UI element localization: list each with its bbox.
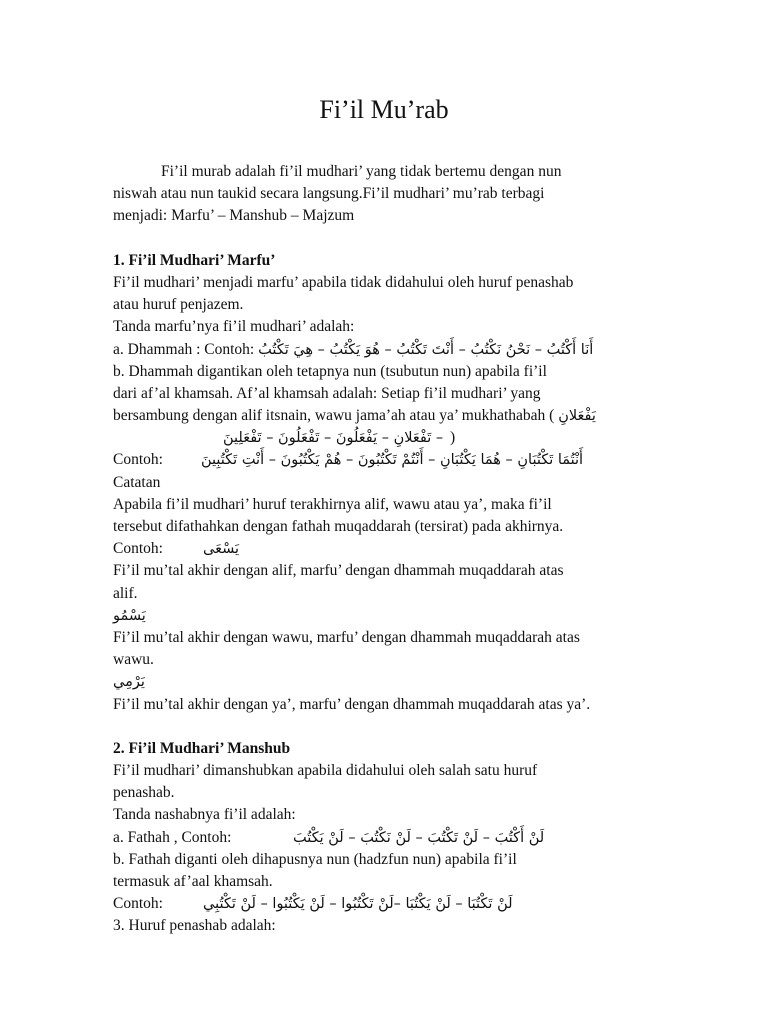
arabic-line <box>113 605 673 627</box>
paragraph-line: Fi’il mudhari’ menjadi marfu’ apabila tidak didahului oleh huruf penashab <box>113 273 574 291</box>
section-heading-marfu: 1. Fi’il Mudhari’ Marfu’ <box>113 251 276 269</box>
spacer <box>113 228 673 250</box>
document-title: Fi’il Mu’rab <box>319 95 449 124</box>
paragraph-line: Fi’il mu’tal akhir dengan wawu, marfu’ dengan dhammah muqaddarah atas <box>113 628 580 646</box>
spacer <box>113 716 673 738</box>
section-heading-manshub: 2. Fi’il Mudhari’ Manshub <box>113 739 291 757</box>
arabic-word: يَسْمُو <box>113 607 146 624</box>
example-line <box>113 538 673 560</box>
arabic-word: يَفْعَلانِ <box>558 408 596 425</box>
paragraph-line: penashab. <box>113 784 175 802</box>
paragraph-line: b. Fathah diganti oleh dihapusnya nun (hadzfun nun) apabila fi’il <box>113 850 517 868</box>
paragraph-line: Tanda marfu’nya fi’il mudhari’ adalah: <box>113 318 355 336</box>
paragraph-line: Tanda nashabnya fi’il adalah: <box>113 806 296 824</box>
arabic-word: يَسْعَى <box>203 541 240 558</box>
intro-line: niswah atau nun taukid secara langsung.Fi’il mudhari’ mu’rab terbagi <box>113 185 545 203</box>
paragraph-line: Apabila fi’il mudhari’ huruf terakhirnya alif, wawu atau ya’, maka fi’il <box>113 495 552 513</box>
example-label: Contoh: <box>113 540 163 558</box>
paragraph-line: dari af’al khamsah. Af’al khamsah adalah: Setiap fi’il mudhari’ yang <box>113 384 541 402</box>
example-label: a. Fathah , Contoh: <box>113 828 232 846</box>
example-line <box>113 893 673 915</box>
paragraph-line: atau huruf penjazem. <box>113 296 244 314</box>
paragraph-line: termasuk af’aal khamsah. <box>113 873 273 890</box>
document-body <box>113 161 673 938</box>
example-line <box>113 827 673 849</box>
intro-line: Fi’il murab adalah fi’il mudhari’ yang tidak bertemu dengan nun <box>161 163 562 180</box>
example-label: a. Dhammah : Contoh: <box>113 340 255 358</box>
arabic-line <box>113 427 673 449</box>
arabic-line <box>113 671 673 693</box>
paragraph-line: alif. <box>113 584 138 602</box>
arabic-example: – تَفْعَلانِ – يَفْعَلُونَ – تَفْعَلُونَ – تَفْعَلِينَ <box>223 430 444 447</box>
paragraph-line: wawu. <box>113 651 154 669</box>
paragraph-line: 3. Huruf penashab adalah: <box>113 917 276 935</box>
arabic-example: لَنْ أَكْتُبَ – لَنْ تَكْتُبَ – لَنْ نَكْتُبَ – لَنْ يَكْتُبَ <box>293 829 545 846</box>
arabic-example: أَنَا أَكْتُبُ – نَحْنُ نَكْتُبُ – أَنْتَ تَكْتُبُ – هُوَ يَكْتُبُ – هِيَ تَكْتُبُ <box>258 341 594 358</box>
example-line <box>113 449 673 471</box>
arabic-word: يَرْمِي <box>113 674 145 691</box>
paragraph-line: tersebut difathahkan dengan fathah muqaddarah (tersirat) pada akhirnya. <box>113 518 564 535</box>
closing-paren: ) <box>450 429 456 447</box>
paragraph-line: Fi’il mu’tal akhir dengan ya’, marfu’ dengan dhammah muqaddarah atas ya’. <box>113 695 591 713</box>
arabic-example: لَنْ تَكْتُبَا – لَنْ يَكْتُبَا –لَنْ تَكْتُبُوا – لَنْ يَكْتُبُوا – لَنْ تَكْتُبِي <box>203 896 513 913</box>
paragraph-line: Fi’il mu’tal akhir dengan alif, marfu’ dengan dhammah muqaddarah atas <box>113 562 564 580</box>
paragraph-line: Fi’il mudhari’ dimanshubkan apabila didahului oleh salah satu huruf <box>113 762 538 780</box>
catatan-heading: Catatan <box>113 473 161 491</box>
arabic-example: أَنْتُمَا تَكْتُبَانِ – هُمَا يَكْتُبَانِ – أَنْتُمْ تَكْتُبُونَ – هُمْ يَكْتُبُونَ – أَنْتِ تَكْتُبِينَ <box>201 452 584 469</box>
example-label: Contoh: <box>113 451 163 469</box>
intro-line: menjadi: Marfu’ – Manshub – Majzum <box>113 207 355 225</box>
example-line <box>113 339 673 361</box>
paragraph-line <box>113 405 673 427</box>
paragraph-line: b. Dhammah digantikan oleh tetapnya nun (tsubutun nun) apabila fi’il <box>113 362 547 380</box>
paragraph-text: bersambung dengan alif itsnain, wawu jama’ah atau ya’ mukhathabah ( <box>113 407 555 425</box>
example-label: Contoh: <box>113 895 163 913</box>
